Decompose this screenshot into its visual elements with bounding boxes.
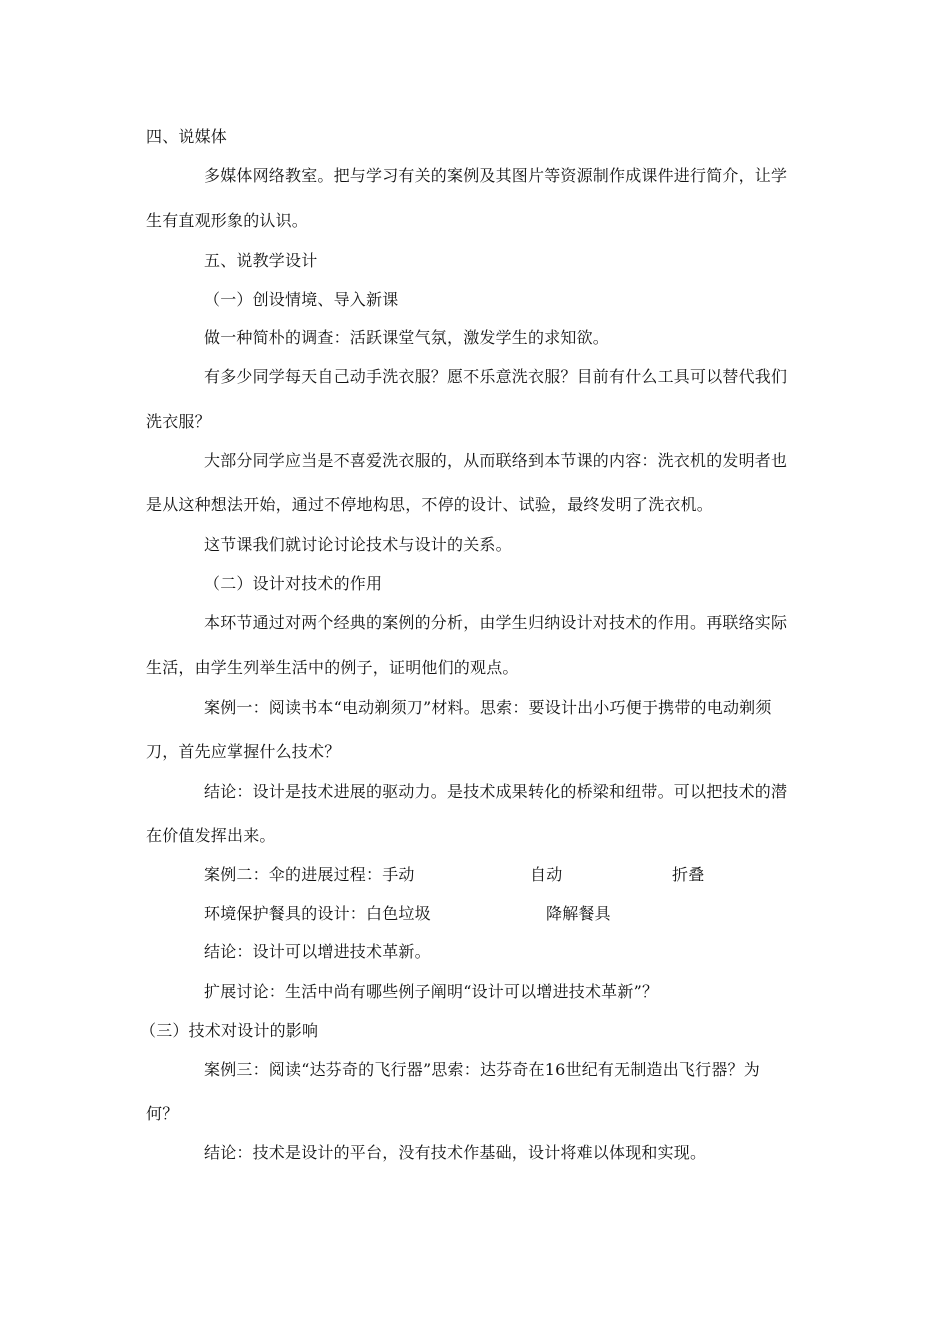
paragraph-line: 结论：设计可以增进技术革新。 (204, 942, 431, 961)
paragraph-line: 环境保护餐具的设计：白色垃圾 (204, 904, 431, 923)
paragraph-line: 大部分同学应当是不喜爱洗衣服的，从而联络到本节课的内容：洗衣机的发明者也 (204, 451, 788, 470)
sequence-item: 折叠 (672, 865, 705, 884)
paragraph-line: 生有直观形象的认识。 (146, 211, 309, 230)
paragraph-line: 案例一：阅读书本“电动剃须刀”材料。思索：要设计出小巧便于携带的电动剃须 (204, 698, 772, 717)
paragraph-line: 何？ (146, 1104, 179, 1123)
subsection-heading: （三）技术对设计的影响 (140, 1021, 319, 1040)
section-heading: 四、说媒体 (146, 127, 228, 146)
paragraph-line: 多媒体网络教室。把与学习有关的案例及其图片等资源制作成课件进行简介，让学 (204, 166, 788, 185)
paragraph-line: 有多少同学每天自己动手洗衣服？愿不乐意洗衣服？目前有什么工具可以替代我们 (204, 367, 788, 386)
section-heading: 五、说教学设计 (204, 251, 318, 270)
paragraph-line: 案例三：阅读“达芬奇的飞行器”思索：达芬奇在16世纪有无制造出飞行器？为 (204, 1060, 760, 1079)
paragraph-line: 扩展讨论：生活中尚有哪些例子阐明“设计可以增进技术革新”？ (204, 982, 659, 1001)
paragraph-line: 生活，由学生列举生活中的例子，证明他们的观点。 (146, 658, 519, 677)
paragraph-line: 在价值发挥出来。 (146, 826, 276, 845)
paragraph-line: 刀，首先应掌握什么技术？ (146, 742, 341, 761)
sequence-item: 自动 (530, 865, 563, 884)
subsection-heading: （二）设计对技术的作用 (204, 574, 383, 593)
paragraph-line: 这节课我们就讨论讨论技术与设计的关系。 (204, 535, 512, 554)
paragraph-line: 结论：技术是设计的平台，没有技术作基础，设计将难以体现和实现。 (204, 1143, 707, 1162)
sequence-item: 降解餐具 (546, 904, 611, 923)
paragraph-line: 案例二：伞的进展过程：手动 (204, 865, 415, 884)
paragraph-line: 洗衣服？ (146, 412, 211, 431)
paragraph-line: 本环节通过对两个经典的案例的分析，由学生归纳设计对技术的作用。再联络实际 (204, 613, 788, 632)
subsection-heading: （一）创设情境、导入新课 (204, 290, 399, 309)
paragraph-line: 做一种简朴的调查：活跃课堂气氛，激发学生的求知欲。 (204, 328, 610, 347)
paragraph-line: 是从这种想法开始，通过不停地构思，不停的设计、试验，最终发明了洗衣机。 (146, 495, 714, 514)
paragraph-line: 结论：设计是技术进展的驱动力。是技术成果转化的桥梁和纽带。可以把技术的潜 (204, 782, 788, 801)
